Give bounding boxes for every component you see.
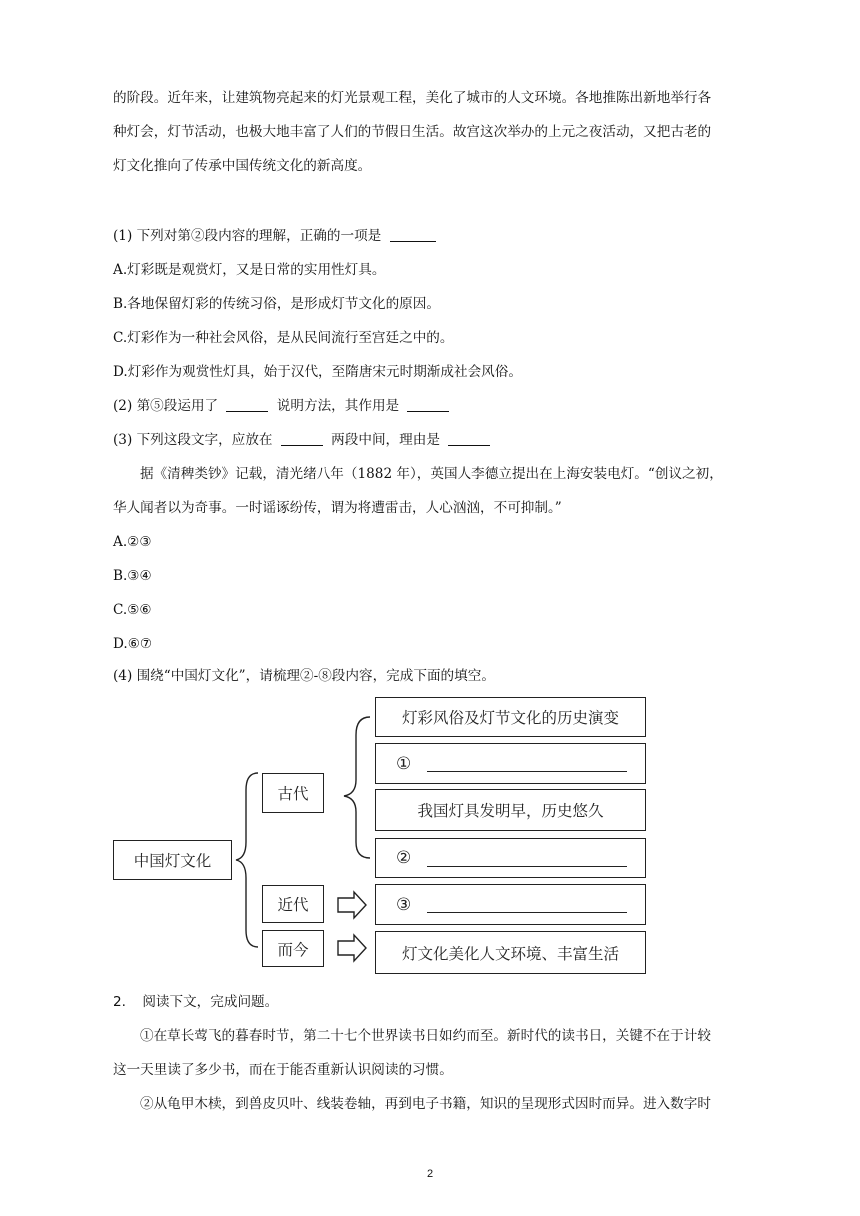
quote-line: 华人闻者以为奇事。一时谣诼纷传，谓为将遭雷击，人心汹汹，不可抑制。” <box>113 500 562 516</box>
paragraph-line: 种灯会，灯节活动，也极大地丰富了人们的节假日生活。故宫这次举办的上元之夜活动，又把古老的 <box>113 124 712 140</box>
option-c: C.⑤⑥ <box>113 602 152 618</box>
blank-number-2: ② <box>396 848 412 868</box>
page-number: 2 <box>426 1168 434 1180</box>
history-label: 灯彩风俗及灯节文化的历史演变 <box>401 709 619 727</box>
fill-line-3[interactable] <box>427 912 627 913</box>
option-a: A.②③ <box>113 534 152 550</box>
blank-number-1: ① <box>396 753 412 774</box>
question-2-part2: 说明方法，其作用是 <box>276 398 400 414</box>
blank-box-1 <box>375 743 646 784</box>
section-2-heading <box>113 992 278 1012</box>
ancient-label: 古代 <box>277 785 309 803</box>
paragraph-line: ②从龟甲木椟，到兽皮贝叶、线装卷轴，再到电子书籍，知识的呈现形式因时而异。进入数字时 <box>140 1096 711 1112</box>
now-culture-box <box>375 931 646 974</box>
origin-label: 我国灯具发明早，历史悠久 <box>417 802 604 820</box>
option-d: D.灯彩作为观赏性灯具，始于汉代，至隋唐宋元时期渐成社会风俗。 <box>113 364 522 380</box>
question-2-part1: (2) 第⑤段运用了 <box>113 398 219 414</box>
option-c: C.灯彩作为一种社会风俗，是从民间流行至宫廷之中的。 <box>113 330 454 346</box>
paragraph-line: 的阶段。近年来，让建筑物亮起来的灯光景观工程，美化了城市的人文环境。各地推陈出新地举行各 <box>113 90 712 106</box>
option-b: B.③④ <box>113 568 152 584</box>
paragraph-line: ①在草长莺飞的暮春时节，第二十七个世界读书日如约而至。新时代的读书日，关键不在于计较 <box>140 1028 711 1044</box>
fill-line-1[interactable] <box>427 771 627 772</box>
fill-line-2[interactable] <box>427 866 627 867</box>
paragraph-line: 灯文化推向了传承中国传统文化的新高度。 <box>113 158 372 174</box>
blank-box-3 <box>375 884 646 925</box>
question-3-part2: 两段中间，理由是 <box>331 432 440 448</box>
ancient-box <box>262 773 324 813</box>
history-box <box>375 697 646 737</box>
option-b: B.各地保留灯彩的传统习俗，是形成灯节文化的原因。 <box>113 296 440 312</box>
root-box <box>113 840 232 880</box>
arrow-icon <box>338 935 366 961</box>
modern-label: 近代 <box>277 896 309 914</box>
ancient-brace <box>344 717 370 858</box>
question-4-stem: (4) 围绕“中国灯文化”，请梳理②-⑧段内容，完成下面的填空。 <box>113 668 495 684</box>
root-label: 中国灯文化 <box>133 852 212 870</box>
paragraph-line: 这一天里读了多少书，而在于能否重新认识阅读的习惯。 <box>113 1062 453 1078</box>
quote-line: 据《清稗类钞》记载，清光绪八年（1882 年），英国人李德立提出在上海安装电灯。“创议之初， <box>140 466 723 482</box>
root-brace <box>236 773 258 947</box>
blank-number-3: ③ <box>396 894 412 915</box>
option-d: D.⑥⑦ <box>113 636 153 652</box>
section-2-number: 2. <box>113 994 126 1010</box>
now-box <box>262 930 324 967</box>
blank-box-2 <box>375 838 646 878</box>
origin-box <box>375 789 646 831</box>
now-culture-label: 灯文化美化人文环境、丰富生活 <box>401 944 619 963</box>
question-3-part1: (3) 下列这段文字，应放在 <box>113 432 273 448</box>
now-label: 而今 <box>277 940 309 959</box>
question-1-text: (1) 下列对第②段内容的理解，正确的一项是 <box>113 228 382 244</box>
arrow-icon <box>338 892 366 918</box>
option-a: A.灯彩既是观赏灯，又是日常的实用性灯具。 <box>113 262 386 278</box>
section-2-title: 阅读下文，完成问题。 <box>142 994 279 1010</box>
modern-box <box>262 885 324 923</box>
